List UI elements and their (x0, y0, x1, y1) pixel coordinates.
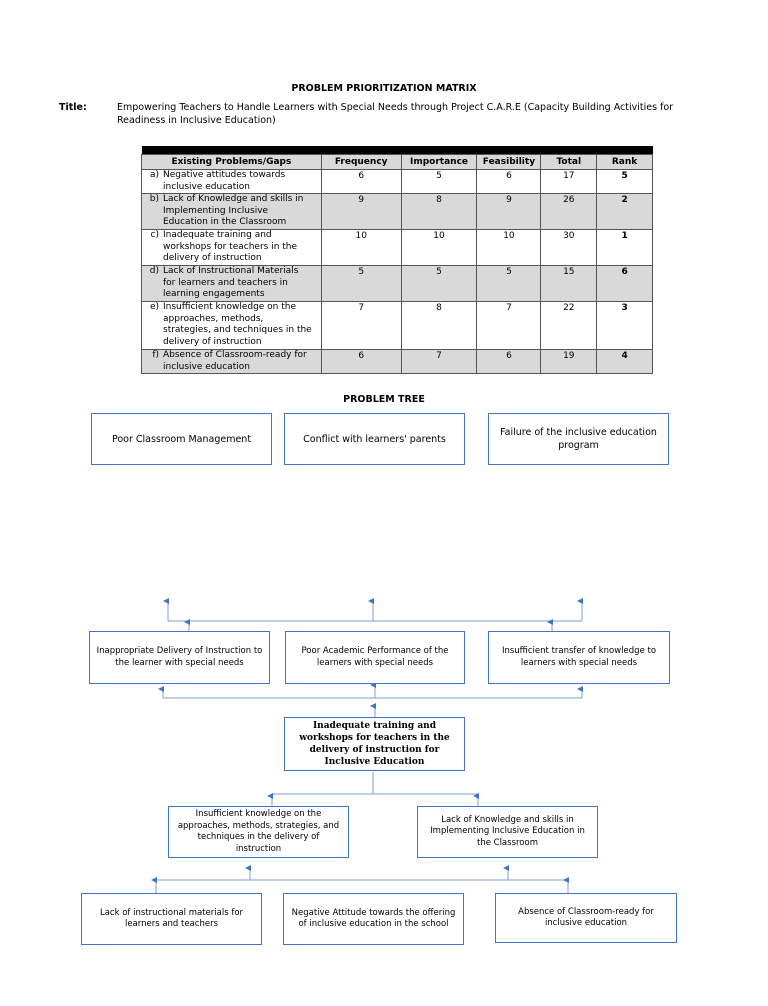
problem-text: Insufficient knowledge on the approaches, methods, strategies, and techniques in the delivery of instruction (163, 302, 312, 347)
feasibility-cell: 6 (477, 350, 541, 374)
rank-cell: 2 (597, 194, 653, 230)
feasibility-cell: 5 (477, 266, 541, 302)
effect-box-top: Poor Classroom Management (91, 413, 272, 465)
row-letter: a) (149, 170, 159, 180)
effect-box-top: Failure of the inclusive education program (488, 413, 669, 465)
total-cell: 19 (541, 350, 597, 374)
problem-text: Negative attitudes towards inclusive education (163, 170, 286, 192)
feasibility-cell: 6 (477, 170, 541, 194)
col-header: Total (541, 155, 597, 170)
title-text: Empowering Teachers to Handle Learners with Special Needs through Project C.A.R.E (Capacity Building Activities for Readiness in Inclusive Education) (117, 102, 674, 126)
total-cell: 15 (541, 266, 597, 302)
cause-box-mid: Lack of Knowledge and skills in Implementing Inclusive Education in the Classroom (417, 806, 598, 858)
feasibility-cell: 10 (477, 230, 541, 266)
total-cell: 30 (541, 230, 597, 266)
frequency-cell: 10 (321, 230, 401, 266)
cause-box-root: Absence of Classroom-ready for inclusive education (495, 893, 677, 943)
importance-cell: 10 (401, 230, 477, 266)
col-header: Importance (401, 155, 477, 170)
problem-text: Absence of Classroom-ready for inclusive education (163, 350, 307, 372)
col-header: Existing Problems/Gaps (142, 155, 322, 170)
problem-text: Inadequate training and workshops for teachers in the delivery of instruction (163, 230, 298, 263)
importance-cell: 5 (401, 170, 477, 194)
effect-box-mid: Poor Academic Performance of the learners with special needs (285, 631, 465, 684)
effect-box-top: Conflict with learners' parents (284, 413, 465, 465)
row-letter: c) (150, 230, 159, 240)
total-cell: 17 (541, 170, 597, 194)
cause-box-mid: Insufficient knowledge on the approaches, methods, strategies, and techniques in the delivery of instruction (168, 806, 349, 858)
rank-cell: 1 (597, 230, 653, 266)
importance-cell: 7 (401, 350, 477, 374)
frequency-cell: 9 (321, 194, 401, 230)
total-cell: 26 (541, 194, 597, 230)
rank-cell: 4 (597, 350, 653, 374)
col-header: Feasibility (477, 155, 541, 170)
effect-box-mid: Insufficient transfer of knowledge to learners with special needs (488, 631, 670, 684)
tree-heading: PROBLEM TREE (343, 394, 425, 405)
frequency-cell: 5 (321, 266, 401, 302)
frequency-cell: 6 (321, 170, 401, 194)
rank-cell: 3 (597, 302, 653, 350)
feasibility-cell: 7 (477, 302, 541, 350)
problem-text: Lack of Knowledge and skills in Implementing Inclusive Education in the Classroom (163, 194, 304, 227)
importance-cell: 8 (401, 194, 477, 230)
frequency-cell: 6 (321, 350, 401, 374)
importance-cell: 5 (401, 266, 477, 302)
row-letter: e) (149, 302, 159, 312)
core-problem-box: Inadequate training and workshops for teachers in the delivery of instruction for Inclusive Education (284, 717, 465, 771)
cause-box-root: Lack of instructional materials for learners and teachers (81, 893, 262, 945)
row-letter: d) (149, 266, 159, 276)
matrix-heading: PROBLEM PRIORITIZATION MATRIX (291, 83, 477, 94)
importance-cell: 8 (401, 302, 477, 350)
row-letter: b) (149, 194, 159, 204)
col-header: Rank (597, 155, 653, 170)
effect-box-mid: Inappropriate Delivery of Instruction to the learner with special needs (89, 631, 270, 684)
feasibility-cell: 9 (477, 194, 541, 230)
col-header: Frequency (321, 155, 401, 170)
cause-box-root: Negative Attitude towards the offering of inclusive education in the school (283, 893, 464, 945)
frequency-cell: 7 (321, 302, 401, 350)
rank-cell: 6 (597, 266, 653, 302)
row-letter: f) (152, 350, 159, 360)
total-cell: 22 (541, 302, 597, 350)
title-label: Title: (59, 102, 87, 113)
rank-cell: 5 (597, 170, 653, 194)
problem-text: Lack of Instructional Materials for learners and teachers in learning engagements (163, 266, 299, 299)
